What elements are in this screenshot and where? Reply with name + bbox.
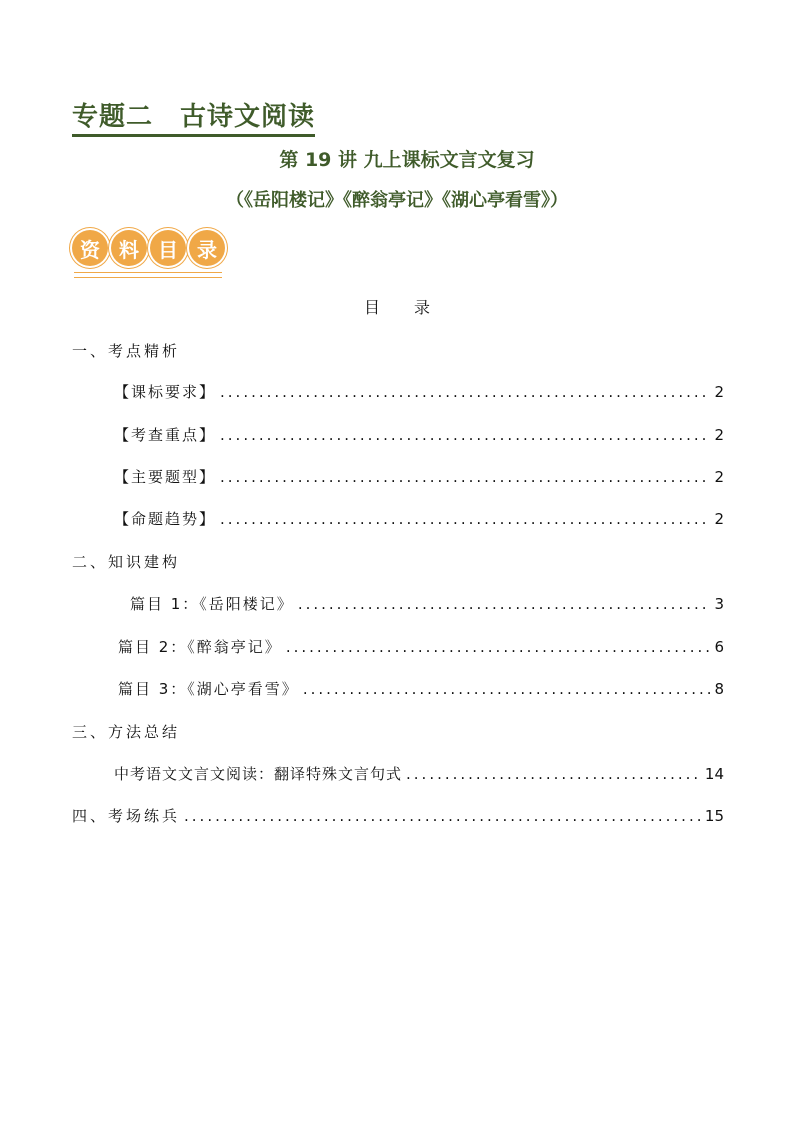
materials-toc-badge bbox=[72, 230, 225, 266]
toc-page-number: 2 bbox=[714, 510, 724, 528]
toc-leader-dots bbox=[184, 805, 701, 827]
toc-entry[interactable] bbox=[118, 636, 724, 658]
toc-entry-label: 篇目 3：《湖心亭看雪》 bbox=[118, 680, 299, 698]
toc-entry-label: 中考语文文言文阅读：翻译特殊文言句式 bbox=[114, 765, 403, 783]
toc-leader-dots bbox=[406, 763, 701, 785]
toc-entry-label: 【课标要求】 bbox=[114, 383, 217, 401]
toc-entry[interactable] bbox=[114, 381, 724, 403]
lecture-title: 第 19 讲 九上课标文言文复习 bbox=[279, 149, 535, 171]
toc-entry-label: 篇目 1：《岳阳楼记》 bbox=[130, 595, 294, 613]
toc-title: 目录 bbox=[363, 298, 464, 317]
toc-page-number: 2 bbox=[714, 383, 724, 401]
toc-section-heading: 三、方法总结 bbox=[72, 723, 181, 741]
toc-entry-label: 【主要题型】 bbox=[114, 468, 217, 486]
toc-entry[interactable] bbox=[114, 424, 724, 446]
badge-char: 目 bbox=[150, 230, 186, 266]
topic-title: 专题二 古诗文阅读 bbox=[72, 100, 315, 137]
toc-page-number: 14 bbox=[704, 765, 724, 783]
toc-section-heading: 二、知识建构 bbox=[72, 553, 181, 571]
badge-char: 资 bbox=[72, 230, 108, 266]
toc-entry[interactable] bbox=[130, 593, 724, 615]
toc-entry[interactable] bbox=[118, 678, 724, 700]
toc-page-number: 8 bbox=[714, 680, 724, 698]
badge-char: 录 bbox=[189, 230, 225, 266]
toc-page-number: 2 bbox=[714, 468, 724, 486]
toc-entry-label: 篇目 2：《醉翁亭记》 bbox=[118, 638, 282, 656]
toc-page-number: 6 bbox=[714, 638, 724, 656]
lecture-subtitle: （《岳阳楼记》《醉翁亭记》《湖心亭看雪》） bbox=[226, 190, 568, 211]
toc-page-number: 15 bbox=[704, 807, 724, 825]
toc-leader-dots bbox=[286, 636, 711, 658]
toc-leader-dots bbox=[303, 678, 711, 700]
toc-leader-dots bbox=[220, 381, 710, 403]
toc-entry-label: 【考查重点】 bbox=[114, 426, 217, 444]
toc-section-heading: 四、考场练兵 bbox=[72, 807, 181, 825]
toc-entry[interactable] bbox=[72, 805, 724, 827]
toc-page-number: 2 bbox=[714, 426, 724, 444]
toc-section-heading: 一、考点精析 bbox=[72, 342, 181, 360]
toc-page-number: 3 bbox=[714, 595, 724, 613]
toc-entry[interactable] bbox=[114, 763, 724, 785]
toc-leader-dots bbox=[298, 593, 711, 615]
badge-underline bbox=[74, 272, 222, 278]
toc-leader-dots bbox=[220, 466, 710, 488]
badge-char: 料 bbox=[111, 230, 147, 266]
toc-entry[interactable] bbox=[114, 508, 724, 530]
toc-leader-dots bbox=[220, 508, 710, 530]
toc-entry-label: 【命题趋势】 bbox=[114, 510, 217, 528]
toc-leader-dots bbox=[220, 424, 710, 446]
toc-entry[interactable] bbox=[114, 466, 724, 488]
